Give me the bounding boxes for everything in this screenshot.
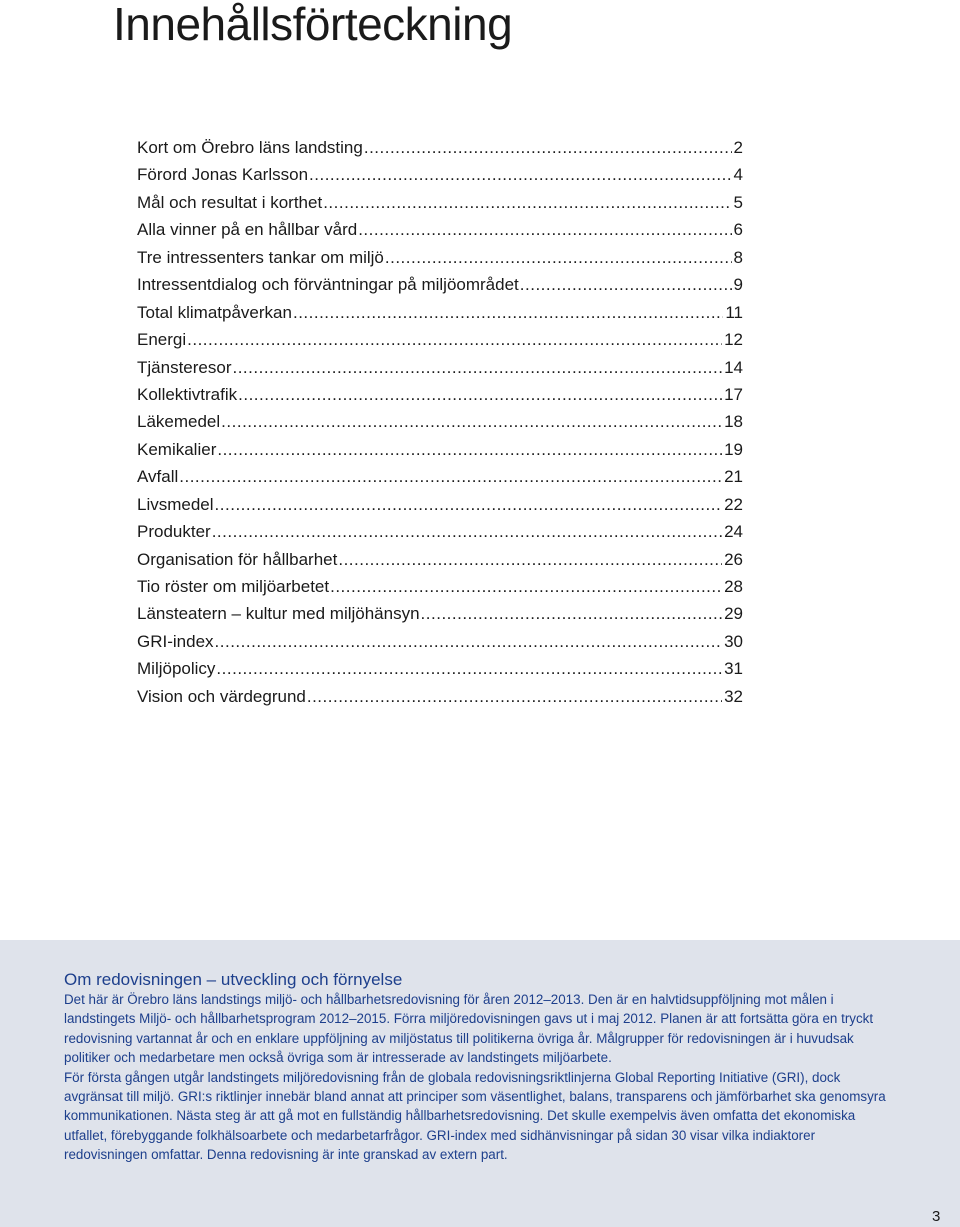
page-title: Innehållsförteckning [113,0,513,50]
toc-entry-label: Läkemedel [137,412,221,432]
toc-entry-page: 22 [724,494,743,514]
toc-entry-label: Tio röster om miljöarbetet [137,577,330,596]
toc-dot-leader [323,189,731,216]
toc-entry-page: 21 [724,467,743,487]
toc-entry-label: Tre intressenters tankar om miljö [137,247,384,267]
toc-entry-label: Alla vinner på en hållbar vård [137,220,358,240]
toc-dot-leader [217,436,722,463]
toc-entry-label: Total klimatpåverkan [137,302,292,322]
toc-entry[interactable] [137,216,743,243]
toc-entry-page: 11 [725,302,743,322]
toc-entry-label: Tjänsteresor [137,357,232,377]
toc-entry-page: 2 [733,138,743,157]
toc-entry-label: Livsmedel [137,494,214,514]
toc-entry-page: 8 [733,247,743,267]
toc-entry-label: Kollektivtrafik [137,384,238,404]
toc-entry[interactable] [137,189,743,216]
toc-entry[interactable] [137,655,743,682]
toc-entry-page: 19 [724,439,743,459]
toc-entry-page: 32 [724,686,743,706]
toc-entry-page: 28 [724,577,743,596]
toc-dot-leader [232,354,722,381]
toc-entry[interactable] [137,491,743,518]
toc-dot-leader [238,381,722,408]
toc-entry[interactable] [137,436,743,463]
toc-entry-page: 24 [724,522,743,542]
toc-entry-label: Energi [137,330,187,350]
toc-dot-leader [309,161,732,188]
toc-entry-label: Kort om Örebro läns landsting [137,138,363,157]
toc-entry[interactable] [137,299,743,326]
toc-entry-page: 4 [733,165,743,185]
toc-entry-page: 18 [724,412,743,432]
toc-entry[interactable] [137,271,743,298]
toc-entry-label: Förord Jonas Karlsson [137,165,309,185]
toc-entry-page: 14 [724,357,743,377]
toc-entry-label: Produkter [137,522,211,542]
toc-entry-page: 9 [733,275,743,295]
toc-entry[interactable] [137,600,743,627]
toc-dot-leader [520,271,732,298]
toc-entry[interactable] [137,244,743,271]
toc-entry-page: 5 [733,192,743,212]
toc-entry[interactable] [137,463,743,490]
toc-dot-leader [216,655,722,682]
toc-dot-leader [215,491,723,518]
toc-dot-leader [293,299,723,326]
toc-entry[interactable] [137,134,743,161]
toc-entry-label: Kemikalier [137,439,217,459]
toc-entry-page: 26 [724,549,743,569]
toc-dot-leader [307,683,722,710]
toc-entry[interactable] [137,161,743,188]
toc-entry[interactable] [137,381,743,408]
page-number: 3 [932,1208,941,1225]
toc-entry-page: 29 [724,604,743,624]
toc-dot-leader [187,326,722,353]
toc-entry-label: Miljöpolicy [137,659,216,679]
toc-dot-leader [338,546,722,573]
toc-entry-page: 31 [724,659,743,679]
toc-entry[interactable] [137,573,743,600]
toc-entry-label: Avfall [137,467,179,487]
toc-dot-leader [212,518,722,545]
toc-entry[interactable] [137,683,743,710]
toc-dot-leader [330,573,722,600]
toc-dot-leader [215,628,723,655]
about-paragraph: För första gången utgår landstingets miljöredovisning från de globala redovisningsriktlinjerna Global Reporting Initiative (GRI), dock avgränsat till miljö. GRI:s riktlinjer innebär bland annat att principer som väsentlighet, balans, transparens och jämförbarhet ska genomsyra kommunikationen. Nästa steg är att gå mot en fullständig hållbarhetsredovisning. Det skulle exempelvis även omfatta det ekonomiska utfallet, förebyggande folkhälsoarbete och medarbetarfrågor. GRI-index med sidhänvisningar på sidan 30 visar vilka indiaktorer redovisningen omfattar. Denna redovisning är inte granskad av extern part. [64,1069,886,1163]
about-report-body [64,990,898,1165]
toc-entry[interactable] [137,546,743,573]
toc-dot-leader [364,134,732,161]
table-of-contents [137,134,743,710]
toc-entry[interactable] [137,408,743,435]
toc-entry-label: Länsteatern – kultur med miljöhänsyn [137,604,420,624]
toc-entry-page: 6 [733,220,743,240]
toc-entry-label: Vision och värdegrund [137,686,306,706]
toc-entry[interactable] [137,326,743,353]
toc-dot-leader [385,244,732,271]
toc-entry[interactable] [137,628,743,655]
toc-dot-leader [421,600,723,627]
about-paragraph: Det här är Örebro läns landstings miljö- och hållbarhetsredovisning för åren 2012–2013. Den är en halvtidsuppföljning mot målen i landstingets Miljö- och hållbarhetsprogram 2012–2015. Förra miljöredovisningen gavs ut i maj 2012. Planen är att fortsätta göra en tryckt redovisning vartannat år och en enklare uppföljning av miljöstatus till politikerna övriga år. Målgrupper för redovisningen är i huvudsak politiker och medarbetare men också övriga som är intresserade av landstingets miljöarbete. [64,992,874,1066]
about-report-title: Om redovisningen – utveckling och förnyelse [64,970,403,989]
toc-entry-label: Intressentdialog och förväntningar på miljöområdet [137,275,519,295]
toc-dot-leader [358,216,731,243]
toc-entry-page: 12 [724,330,743,350]
toc-entry[interactable] [137,354,743,381]
toc-entry-label: GRI-index [137,631,214,651]
toc-entry-page: 30 [724,631,743,651]
toc-dot-leader [221,408,722,435]
toc-entry-page: 17 [724,384,743,404]
toc-entry-label: Organisation för hållbarhet [137,549,338,569]
toc-entry[interactable] [137,518,743,545]
toc-dot-leader [179,463,722,490]
toc-entry-label: Mål och resultat i korthet [137,192,323,212]
